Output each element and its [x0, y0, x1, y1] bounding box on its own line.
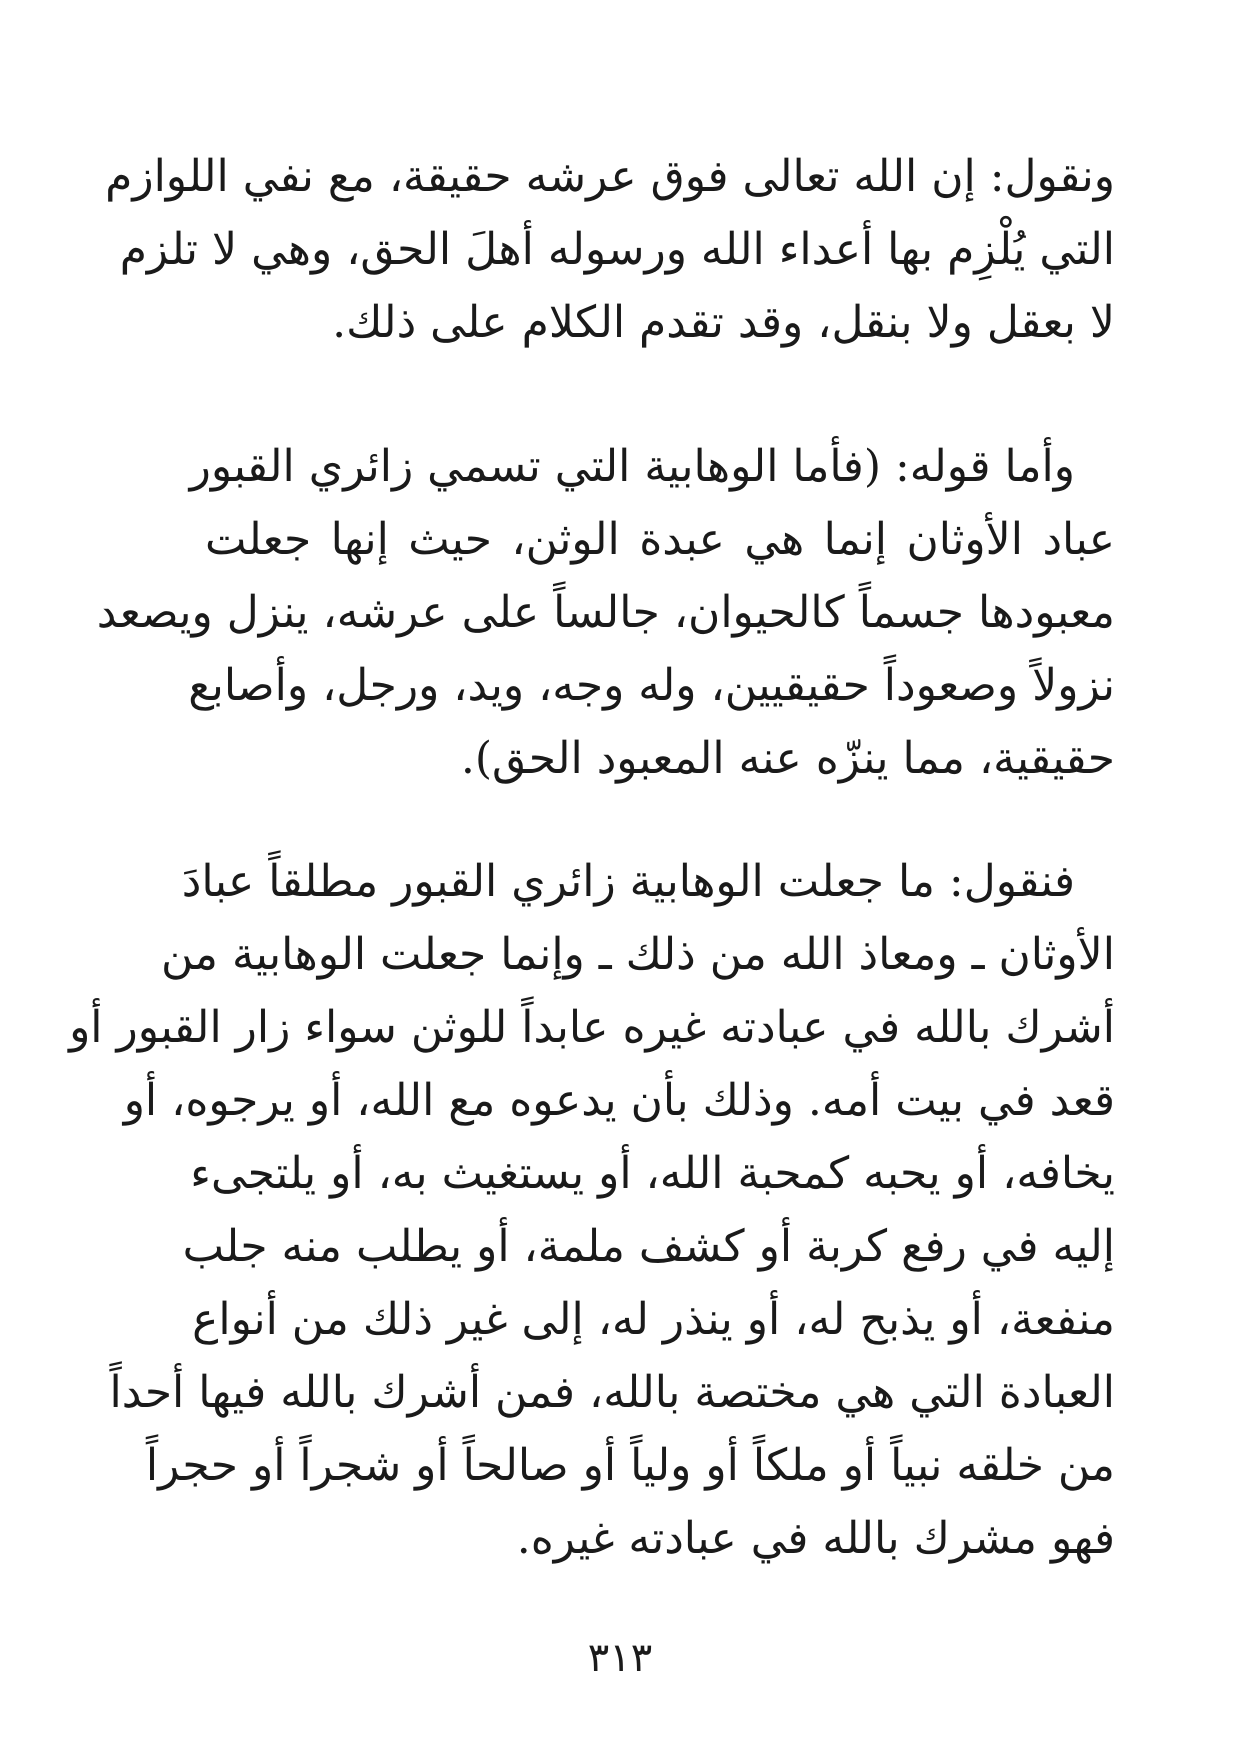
paragraph-line: الأوثان ـ ومعاذ الله من ذلك ـ وإنما جعلت الوهابية من	[160, 929, 1115, 980]
paragraph-line: منفعة، أو يذبح له، أو ينذر له، إلى غير ذلك من أنواع	[192, 1294, 1115, 1345]
paragraph-line: حقيقية، مما ينزّه عنه المعبود الحق).	[460, 733, 1115, 784]
paragraph-2	[96, 430, 1115, 795]
paragraph-line: إليه في رفع كربة أو كشف ملمة، أو يطلب منه جلب	[182, 1221, 1115, 1272]
paragraph-line: فهو مشرك بالله في عبادته غيره.	[516, 1513, 1115, 1564]
paragraph-line: معبودها جسماً كالحيوان، جالساً على عرشه، ينزل ويصعد	[96, 587, 1115, 638]
paragraph-line: العبادة التي هي مختصة بالله، فمن أشرك بالله فيها أحداً	[109, 1367, 1115, 1418]
paragraph-line: لا بعقل ولا بنقل، وقد تقدم الكلام على ذلك.	[332, 297, 1115, 348]
paragraph-3	[69, 845, 1115, 1575]
paragraph-line: فنقول: ما جعلت الوهابية زائري القبور مطلقاً عبادَ	[181, 856, 1075, 907]
paragraph-line: عباد الأوثان إنما هي عبدة الوثن، حيث إنها جعلت	[205, 514, 1115, 565]
paragraph-line: من خلقه نبياً أو ملكاً أو ولياً أو صالحاً أو شجراً أو حجراً	[145, 1440, 1115, 1491]
paragraph-1	[105, 140, 1115, 359]
page-number: ٣١٣	[587, 1635, 653, 1681]
paragraph-line: أشرك بالله في عبادته غيره عابداً للوثن سواء زار القبور أو	[69, 1002, 1115, 1053]
paragraph-line: التي يُلْزِم بها أعداء الله ورسوله أهلَ الحق، وهي لا تلزم	[119, 224, 1115, 275]
paragraph-line: وأما قوله: (فأما الوهابية التي تسمي زائري القبور	[189, 441, 1075, 492]
paragraph-line: يخافه، أو يحبه كمحبة الله، أو يستغيث به، أو يلتجىء	[190, 1148, 1115, 1199]
paragraph-line: ونقول: إن الله تعالى فوق عرشه حقيقة، مع نفي اللوازم	[105, 151, 1115, 202]
paragraph-line: نزولاً وصعوداً حقيقيين، وله وجه، ويد، ورجل، وأصابع	[188, 660, 1115, 711]
paragraph-line: قعد في بيت أمه. وذلك بأن يدعوه مع الله، أو يرجوه، أو	[123, 1075, 1115, 1126]
